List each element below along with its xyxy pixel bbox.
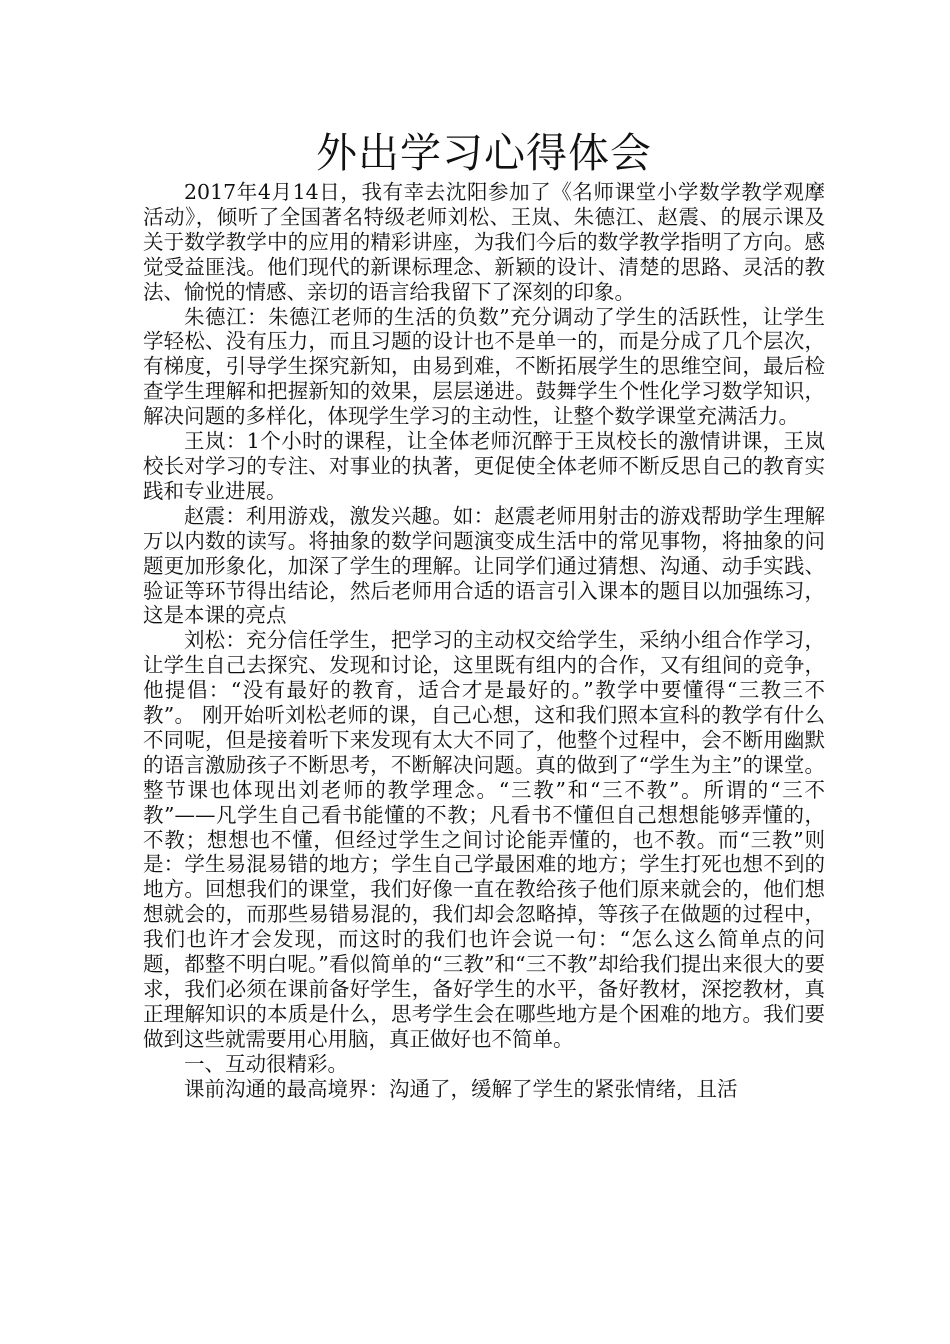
paragraph-communication: 课前沟通的最高境界：沟通了，缓解了学生的紧张情绪，且活	[184, 1076, 738, 1101]
paragraph-zhao-zhen: 赵震：利用游戏，激发兴趣。如：赵震老师用射击的游戏帮助学生理解万以内数的读写。将抽象的数学问题演变成生活中的常见事物，将抽象的问题更加形象化，加深了学生的理解。让同学们通过猜想、沟通、动手实践、验证等环节得出结论，然后老师用合适的语言引入课本的题目以加强练习，这是本课的亮点	[143, 503, 825, 628]
paragraph-intro: 2017年4月14日，我有幸去沈阳参加了《名师课堂小学数学教学观摩活动》，倾听了全国著名特级老师刘松、王岚、朱德江、赵震、的展示课及关于数学教学中的应用的精彩讲座，为我们今后的数学教学指明了方向。感觉受益匪浅。他们现代的新课标理念、新颖的设计、清楚的思路、灵活的教法、愉悦的情感、亲切的语言给我留下了深刻的印象。	[143, 180, 825, 304]
document-title: 外出学习心得体会	[316, 129, 652, 177]
document-body	[143, 180, 825, 1102]
section-heading-interaction: 一、互动很精彩。	[184, 1051, 348, 1076]
paragraph-wang-lan: 王岚：1个小时的课程，让全体老师沉醉于王岚校长的激情讲课，王岚校长对学习的专注、对事业的执著，更促使全体老师不断反思自己的教育实践和专业进展。	[143, 429, 825, 503]
document-page	[143, 126, 825, 1102]
paragraph-zhu-dejiang: 朱德江：朱德江老师的生活的负数”充分调动了学生的活跃性，让学生学轻松、没有压力，而且习题的设计也不是单一的，而是分成了几个层次，有梯度，引导学生探究新知，由易到难，不断拓展学生的思维空间，最后检查学生理解和把握新知的效果，层层递进。鼓舞学生个性化学习数学知识，解决问题的多样化，体现学生学习的主动性，让整个数学课堂充满活力。	[143, 304, 825, 429]
paragraph-liu-song: 刘松：充分信任学生，把学习的主动权交给学生，采纳小组合作学习，让学生自己去探究、发现和讨论，这里既有组内的合作，又有组间的竞争，他提倡：“没有最好的教育，适合才是最好的。”教学中要懂得“三教三不教”。 刚开始听刘松老师的课，自己心想，这和我们照本宣科的教学有什么不同呢，但是接着听下来发现有太大不同了，他整个过程中，会不断用幽默的语言激励孩子不断思考，不断解决问题。真的做到了“学生为主”的课堂。整节课也体现出刘老师的教学理念。“三教”和“三不教”。所谓的“三不教”——凡学生自己看书能懂的不教；凡看书不懂但自己想想能够弄懂的，不教；想想也不懂，但经过学生之间讨论能弄懂的，也不教。而“三教”则是：学生易混易错的地方；学生自己学最困难的地方；学生打死也想不到的地方。回想我们的课堂，我们好像一直在教给孩子他们原来就会的，他们想想就会的，而那些易错易混的，我们却会忽略掉，等孩子在做题的过程中，我们也许才会发现，而这时的我们也许会说一句：“怎么这么简单点的问题，都整不明白呢。”看似简单的“三教”和“三不教”却给我们提出来很大的要求，我们必须在课前备好学生，备好学生的水平，备好教材，深挖教材，真正理解知识的本质是什么，思考学生会在哪些地方是个困难的地方。我们要做到这些就需要用心用脑，真正做好也不简单。	[143, 628, 825, 1051]
